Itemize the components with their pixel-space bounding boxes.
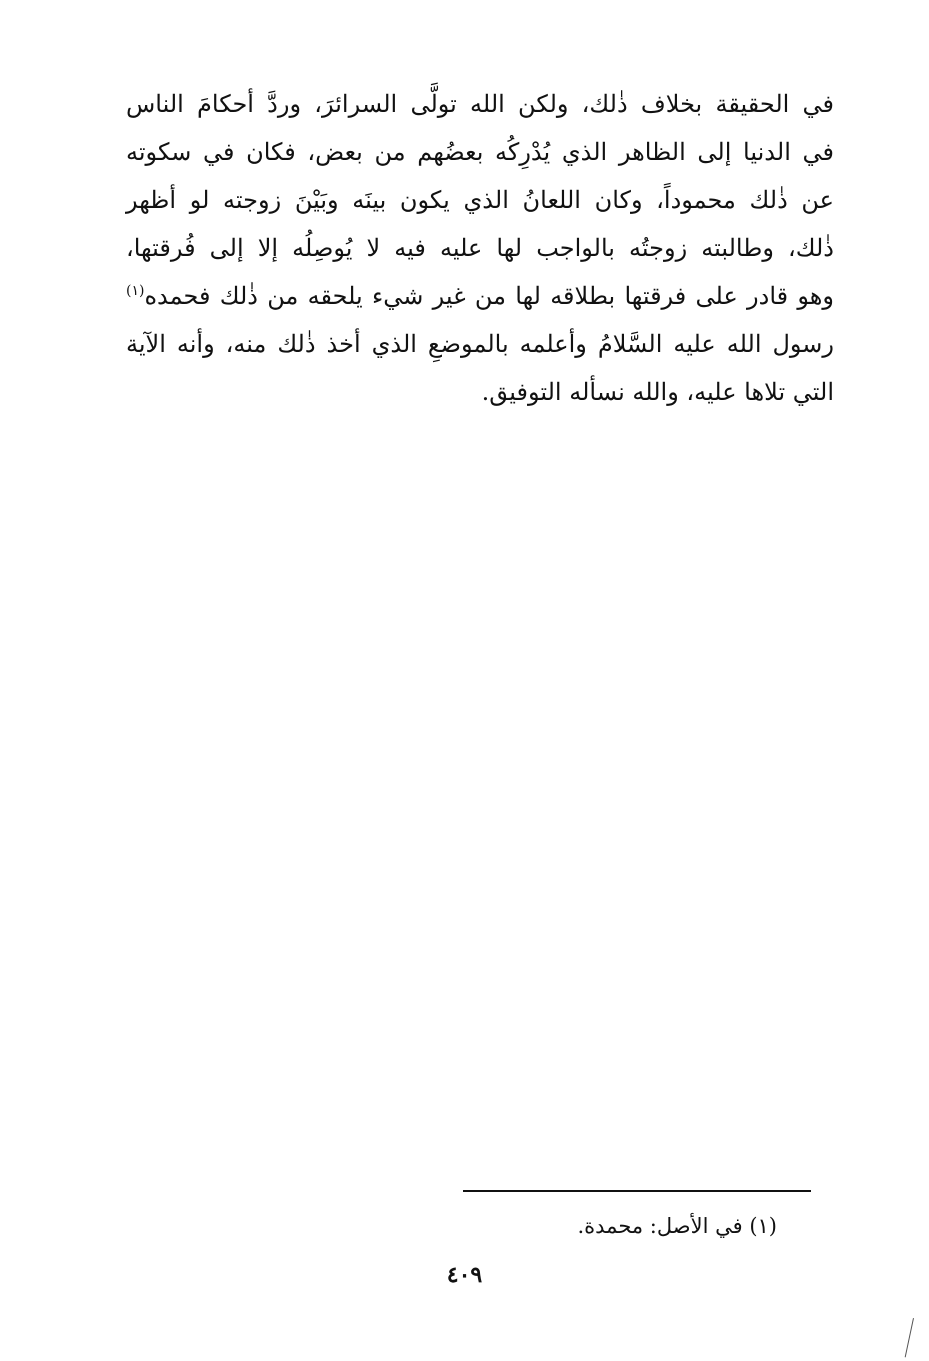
footnote-divider — [463, 1190, 811, 1192]
page-number: ٤٠٩ — [446, 1262, 483, 1288]
text-line-2: في الدنيا إلى الظاهر الذي يُدْرِكُه بعضُهم من بعض، فكان في سكوته — [126, 138, 834, 166]
footnote-reference: (١) — [126, 283, 145, 299]
text-line-4: ذٰلك، وطالبته زوجتُه بالواجب لها عليه فيه لا يُوصِلُه إلا إلى فُرقتها، — [126, 234, 834, 262]
text-line-7: التي تلاها عليه، والله نسأله التوفيق. — [481, 378, 834, 406]
text-line-1: في الحقيقة بخلاف ذٰلك، ولكن الله تولَّى السرائرَ، وردَّ أحكامَ الناس — [126, 90, 834, 118]
text-line-6: رسول الله عليه السَّلامُ وأعلمه بالموضعِ الذي أخذ ذٰلك منه، وأنه الآية — [126, 330, 835, 358]
text-line-5 — [126, 272, 834, 320]
scan-edge-mark — [905, 1318, 914, 1357]
main-text-block — [126, 80, 834, 416]
text-line-5-content: وهو قادر على فرقتها بطلاقه لها من غير شيء يلحقه من ذٰلك فحمده — [144, 282, 834, 310]
footnote: (١) في الأصل: محمدة. — [577, 1214, 777, 1238]
text-line-3: عن ذٰلك محموداً، وكان اللعانُ الذي يكون بينَه وبَيْنَ زوجته لو أظهر — [126, 186, 834, 214]
